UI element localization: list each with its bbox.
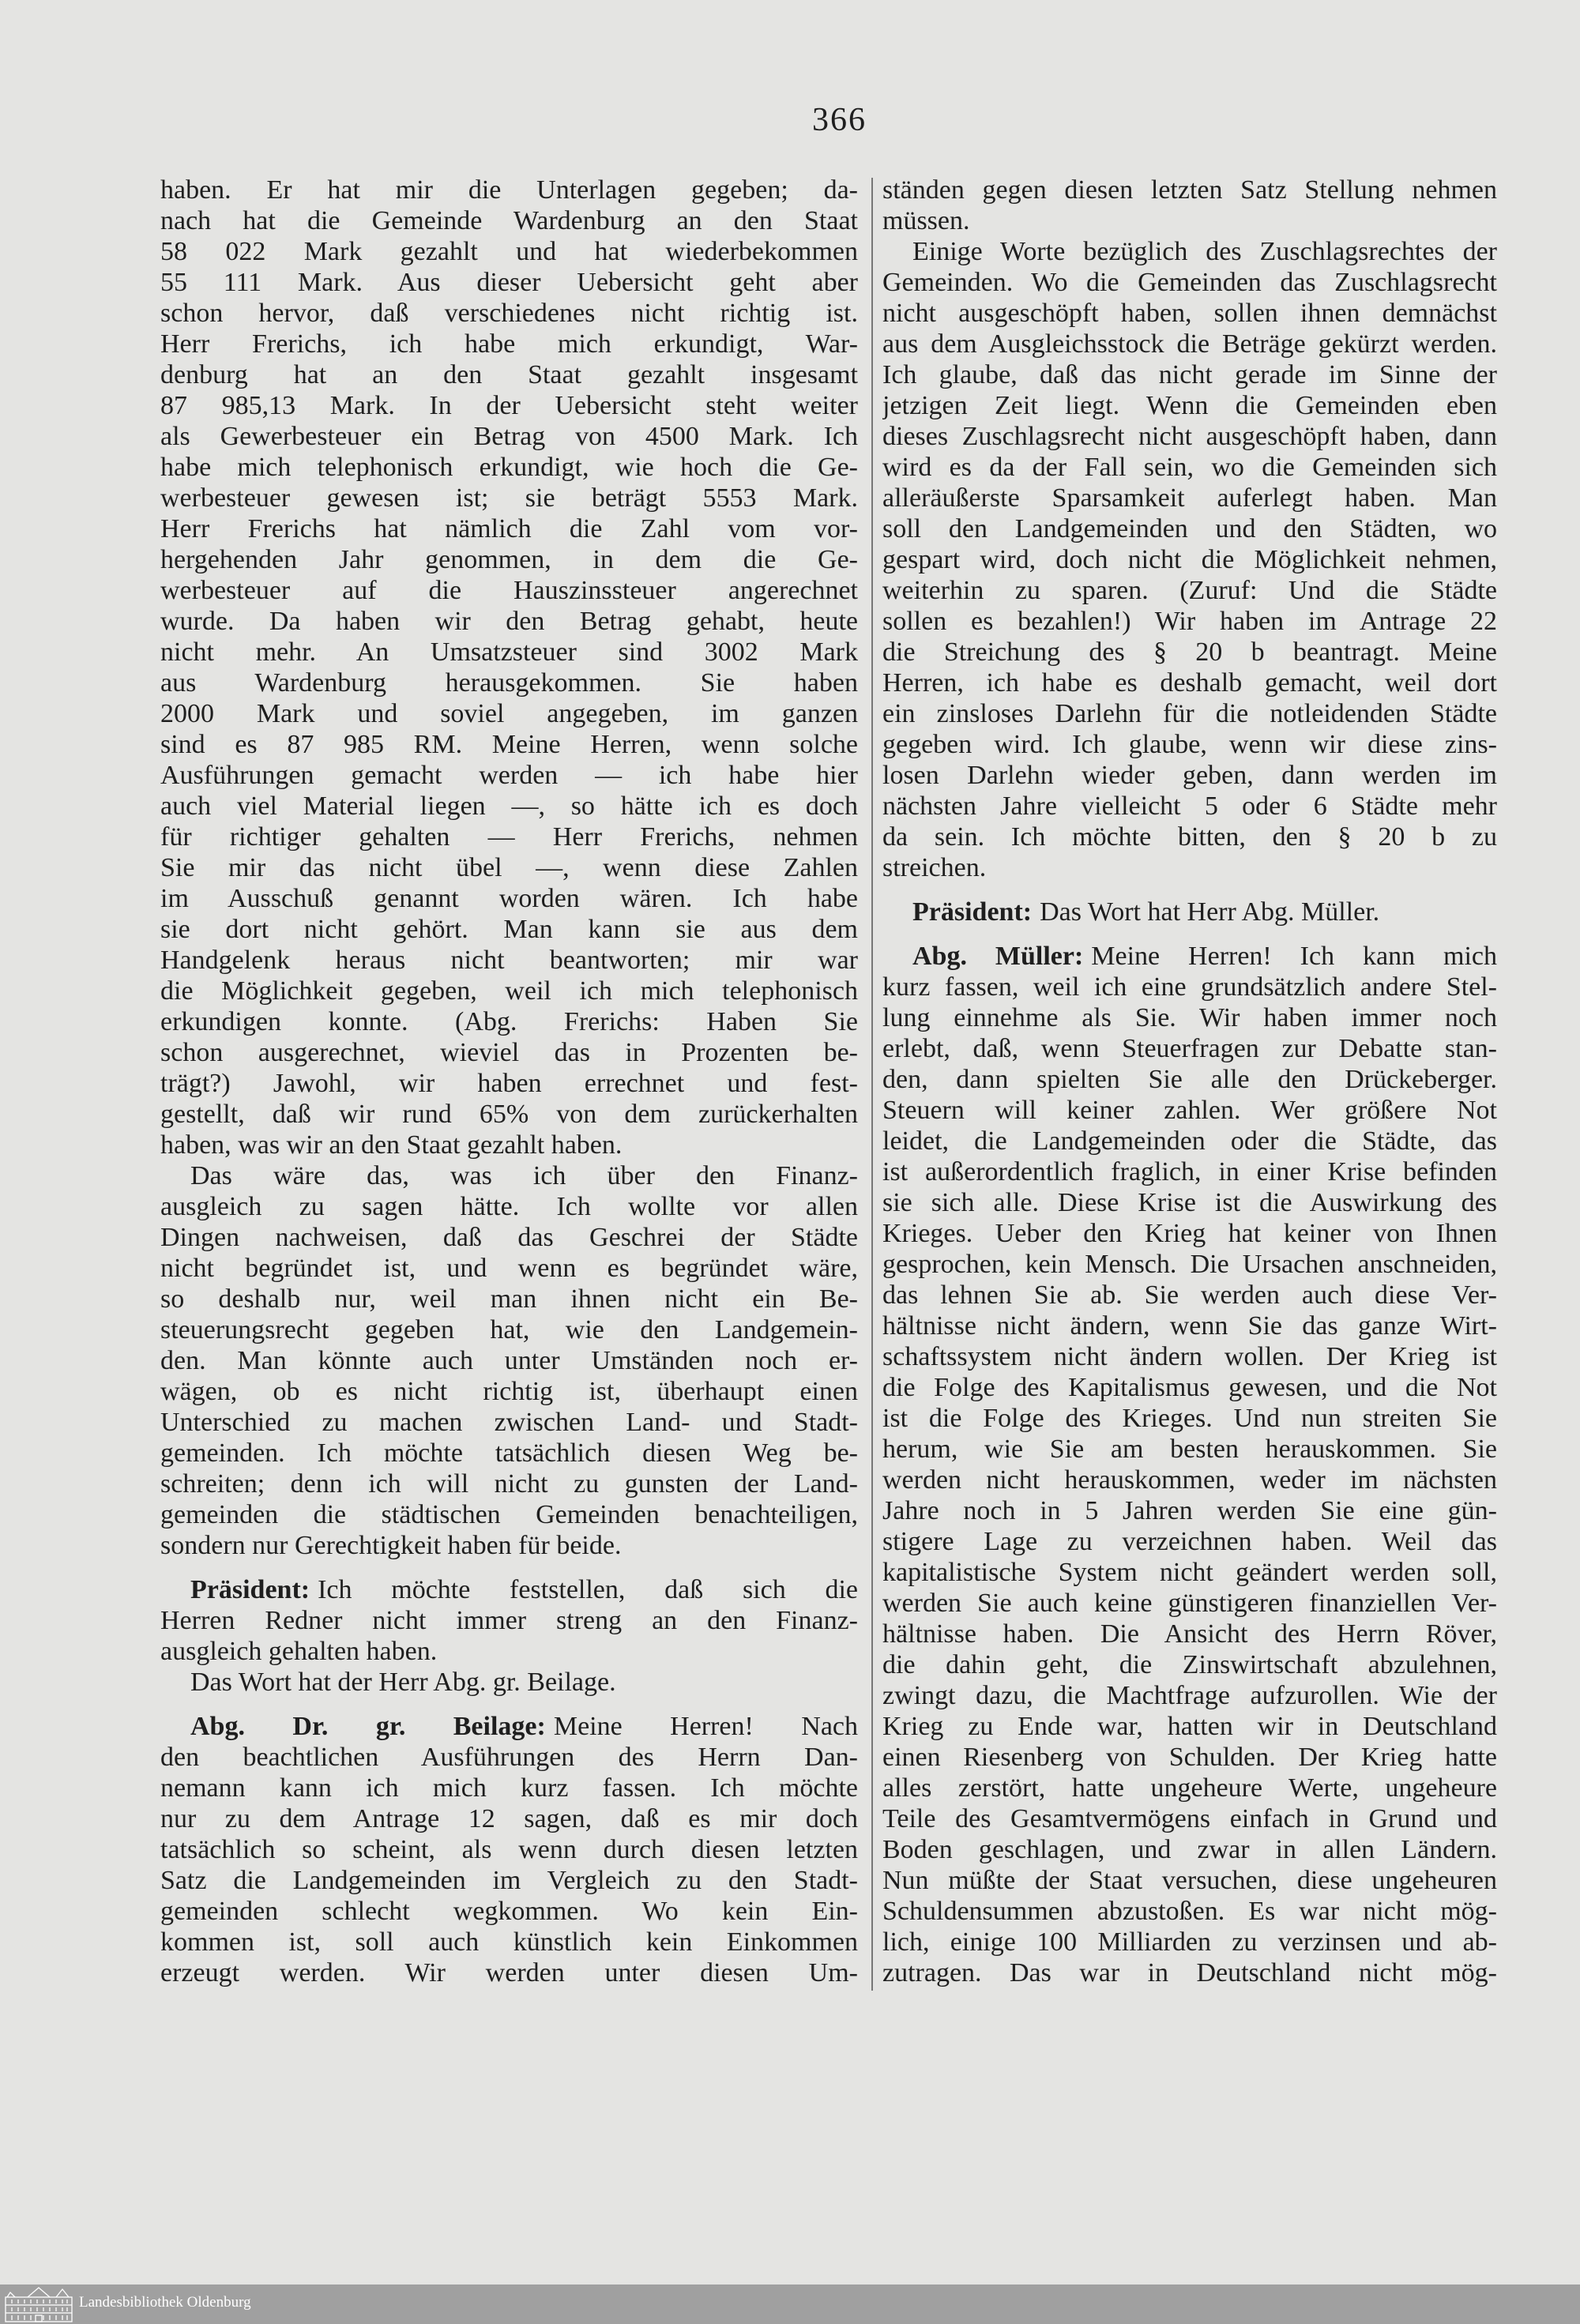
line-text: kapitalistische System nicht geändert werden soll, [882, 1558, 1497, 1587]
line-text: nicht begründet ist, und wenn es begründet wäre, [160, 1254, 858, 1283]
paragraph [160, 1574, 858, 1667]
text-line [160, 1438, 858, 1468]
text-line [160, 236, 858, 267]
text-line [160, 976, 858, 1006]
line-text: wägen, ob es nicht richtig ist, überhaupt einen [160, 1377, 858, 1406]
text-line [160, 175, 858, 205]
line-text: 2000 Mark und soviel angegeben, im ganzen [160, 699, 858, 728]
line-text: Jahre noch in 5 Jahren werden Sie eine gün- [882, 1496, 1497, 1525]
line-text: gemeinden. Ich möchte tatsächlich diesen Weg be- [160, 1438, 858, 1468]
text-line [160, 575, 858, 606]
text-line [160, 1530, 858, 1561]
paragraph [882, 941, 1497, 1988]
text-line [882, 1557, 1497, 1588]
line-text: Ausführungen gemacht werden — ich habe hier [160, 761, 858, 790]
line-text: Krieg zu Ende war, hatten wir in Deutschland [882, 1712, 1497, 1741]
speaker-label: Präsident: [190, 1575, 310, 1604]
line-text: einen Riesenberg von Schulden. Der Krieg hatte [882, 1743, 1497, 1772]
line-text: als Gewerbesteuer ein Betrag von 4500 Mark. Ich [160, 422, 858, 451]
line-text: Das wäre das, was ich über den Finanz- [190, 1161, 858, 1190]
line-text: jetzigen Zeit liegt. Wenn die Gemeinden eben [882, 391, 1497, 420]
line-text: sie sich alle. Diese Krise ist die Auswirkung des [882, 1188, 1497, 1217]
line-text: gespart wird, doch nicht die Möglichkeit nehmen, [882, 545, 1497, 574]
line-text: leidet, die Landgemeinden oder die Städte, das [882, 1126, 1497, 1156]
text-line [882, 1249, 1497, 1280]
text-line [882, 298, 1497, 329]
line-text: schaftssystem nicht ändern wollen. Der Krieg ist [882, 1342, 1497, 1371]
text-line [882, 637, 1497, 667]
line-text: das lehnen Sie ab. Sie werden auch diese Ver- [882, 1280, 1497, 1310]
text-line [882, 1649, 1497, 1680]
line-text: herum, wie Sie am besten herauskommen. Sie [882, 1435, 1497, 1464]
line-text: Ich glaube, daß das nicht gerade im Sinne der [882, 360, 1497, 389]
line-text: habe mich telephonisch erkundigt, wie hoch die Ge- [160, 453, 858, 482]
text-line [882, 897, 1497, 927]
line-text: den, dann spielten Sie alle den Drückeberger. [882, 1065, 1497, 1094]
text-line [882, 1834, 1497, 1865]
text-line [160, 544, 858, 575]
text-line [882, 1927, 1497, 1957]
line-text: gemeinden schlecht wegkommen. Wo kein Ein- [160, 1897, 858, 1926]
text-line [882, 1526, 1497, 1557]
line-text: stigere Lage zu verzeichnen haben. Weil das [882, 1527, 1497, 1556]
text-line [160, 390, 858, 421]
text-line [882, 1711, 1497, 1742]
text-line [160, 760, 858, 791]
text-line [160, 1284, 858, 1314]
text-line [882, 941, 1497, 972]
line-text: die Folge des Kapitalismus gewesen, und die Not [882, 1373, 1497, 1402]
text-line [882, 1773, 1497, 1803]
line-text: dieses Zuschlagsrecht nicht ausgeschöpft haben, dann [882, 422, 1497, 451]
line-text: Boden geschlagen, und zwar in allen Ländern. [882, 1835, 1497, 1864]
footer-bar [0, 2285, 1580, 2324]
line-text: werbesteuer gewesen ist; sie beträgt 5553 Mark. [160, 483, 858, 513]
text-line [882, 1403, 1497, 1434]
line-text: Das Wort hat der Herr Abg. gr. Beilage. [190, 1668, 616, 1697]
line-text: ein zinsloses Darlehn für die notleidenden Städte [882, 699, 1497, 728]
text-line [160, 1499, 858, 1530]
text-line [160, 945, 858, 976]
speaker-label: Abg. Dr. gr. Beilage: [190, 1712, 546, 1741]
line-text: ist die Folge des Krieges. Und nun streiten Sie [882, 1404, 1497, 1433]
line-text: streichen. [882, 853, 987, 882]
text-line [882, 1803, 1497, 1834]
line-text: kommen ist, soll auch künstlich kein Einkommen [160, 1927, 858, 1957]
line-text: Herr Frerichs, ich habe mich erkundigt, War- [160, 329, 858, 359]
line-text: Dingen nachweisen, daß das Geschrei der Städte [160, 1223, 858, 1252]
speaker-label: Abg. Müller: [912, 942, 1084, 971]
line-text: werden nicht herauskommen, weder im nächsten [882, 1465, 1497, 1495]
text-line [160, 1896, 858, 1927]
line-text: ist außerordentlich fraglich, in einer Krise befinden [882, 1157, 1497, 1186]
line-text: sie dort nicht gehört. Man kann sie aus dem [160, 915, 858, 944]
text-line [882, 575, 1497, 606]
line-text: Meine Herren! Nach [553, 1712, 858, 1741]
text-line [160, 1574, 858, 1605]
left-column [160, 175, 858, 1988]
line-text: lich, einige 100 Milliarden zu verzinsen und ab- [882, 1927, 1497, 1957]
text-line [160, 1345, 858, 1376]
text-line [882, 667, 1497, 698]
line-text: kurz fassen, weil ich eine grundsätzlich andere Stel- [882, 972, 1497, 1002]
text-line [160, 1376, 858, 1407]
text-line [882, 329, 1497, 359]
text-line [160, 791, 858, 822]
text-line [882, 1218, 1497, 1249]
line-text: Nun müßte der Staat versuchen, diese ungeheuren [882, 1866, 1497, 1895]
text-line [160, 1468, 858, 1499]
text-line [882, 1002, 1497, 1033]
line-text: Teile des Gesamtvermögens einfach in Grund und [882, 1804, 1497, 1833]
text-line [160, 1803, 858, 1834]
text-line [882, 205, 1497, 236]
line-text: nächsten Jahre vielleicht 5 oder 6 Städte mehr [882, 792, 1497, 821]
line-text: trägt?) Jawohl, wir haben errechnet und fest- [160, 1069, 858, 1098]
line-text: Steuern will keiner zahlen. Wer größere Not [882, 1096, 1497, 1125]
line-text: zutragen. Das war in Deutschland nicht mög- [882, 1958, 1497, 1987]
text-line [160, 1667, 858, 1698]
text-line [882, 1588, 1497, 1619]
line-text: Satz die Landgemeinden im Vergleich zu den Stadt- [160, 1866, 858, 1895]
text-line [160, 1711, 858, 1742]
text-line [160, 1636, 858, 1667]
text-line [160, 513, 858, 544]
text-line [160, 1191, 858, 1222]
line-text: nicht ausgeschöpft haben, sollen ihnen demnächst [882, 299, 1497, 328]
text-line [882, 1372, 1497, 1403]
text-line [160, 822, 858, 852]
text-line [160, 1160, 858, 1191]
line-text: losen Darlehn wieder geben, dann werden im [882, 761, 1497, 790]
line-text: aus Wardenburg herausgekommen. Sie haben [160, 668, 858, 698]
line-text: alleräußerste Sparsamkeit auferlegt haben. Man [882, 483, 1497, 513]
line-text: gegeben wird. Ich glaube, wenn wir diese zins- [882, 730, 1497, 759]
text-line [882, 1619, 1497, 1649]
text-line [882, 544, 1497, 575]
line-text: denburg hat an den Staat gezahlt insgesamt [160, 360, 858, 389]
paragraph [882, 236, 1497, 883]
paragraph [160, 175, 858, 1160]
line-text: sondern nur Gerechtigkeit haben für beide. [160, 1531, 622, 1560]
line-text: müssen. [882, 206, 970, 235]
text-line [160, 483, 858, 513]
line-text: ausgleich gehalten haben. [160, 1637, 438, 1666]
text-line [160, 329, 858, 359]
text-line [882, 390, 1497, 421]
line-text: tatsächlich so scheint, als wenn durch diesen letzten [160, 1835, 858, 1864]
line-text: erlebt, daß, wenn Steuerfragen zur Debatte stan- [882, 1034, 1497, 1063]
line-text: 55 111 Mark. Aus dieser Uebersicht geht aber [160, 268, 858, 297]
text-line [160, 1314, 858, 1345]
text-line [160, 1222, 858, 1253]
right-column [882, 175, 1497, 1988]
paragraph [160, 1711, 858, 1988]
text-line [882, 1341, 1497, 1372]
text-line [160, 1037, 858, 1068]
line-text: hältnisse nicht ändern, wenn Sie das ganze Wirt- [882, 1311, 1497, 1341]
text-line [160, 606, 858, 637]
line-text: gesprochen, kein Mensch. Die Ursachen anschneiden, [882, 1250, 1497, 1279]
line-text: steuerungsrecht gegeben hat, wie den Landgemein- [160, 1315, 858, 1344]
text-line [160, 1834, 858, 1865]
text-line [882, 175, 1497, 205]
paragraph [160, 1160, 858, 1561]
line-text: 58 022 Mark gezahlt und hat wiederbekommen [160, 237, 858, 266]
text-line [882, 606, 1497, 637]
text-line [160, 1253, 858, 1284]
text-line [160, 1957, 858, 1988]
line-text: wurde. Da haben wir den Betrag gehabt, heute [160, 607, 858, 636]
line-text: gestellt, daß wir rund 65% von dem zurückerhalten [160, 1100, 858, 1129]
text-line [882, 267, 1497, 298]
text-line [160, 1006, 858, 1037]
text-line [882, 1957, 1497, 1988]
line-text: zwingt dazu, die Machtfrage aufzurollen. Wie der [882, 1681, 1497, 1710]
line-text: den. Man könnte auch unter Umständen noch er- [160, 1346, 858, 1375]
text-line [160, 1407, 858, 1438]
line-text: nicht mehr. An Umsatzsteuer sind 3002 Mark [160, 637, 858, 667]
line-text: wird es da der Fall sein, wo die Gemeinden sich [882, 453, 1497, 482]
line-text: weiterhin zu sparen. (Zuruf: Und die Städte [882, 576, 1497, 605]
text-line [882, 452, 1497, 483]
speaker-label: Präsident: [912, 897, 1033, 927]
page-number: 366 [812, 102, 867, 138]
line-text: die Streichung des § 20 b beantragt. Meine [882, 637, 1497, 667]
text-line [882, 1033, 1497, 1064]
footer-label: Landesbibliothek Oldenburg [79, 2294, 251, 2311]
line-text: haben. Er hat mir die Unterlagen gegeben; da- [160, 175, 858, 205]
text-line [160, 359, 858, 390]
text-line [160, 883, 858, 914]
line-text: nemann kann ich mich kurz fassen. Ich möchte [160, 1773, 858, 1803]
text-line [882, 359, 1497, 390]
text-line [882, 1896, 1497, 1927]
line-text: soll den Landgemeinden und den Städten, wo [882, 514, 1497, 543]
text-line [882, 1742, 1497, 1773]
paragraph [160, 1667, 858, 1698]
text-line [882, 1064, 1497, 1095]
text-line [160, 205, 858, 236]
line-text: Das Wort hat Herr Abg. Müller. [1040, 897, 1380, 927]
line-text: die Möglichkeit gegeben, weil ich mich telephonisch [160, 976, 858, 1006]
line-text: lung einnehme als Sie. Wir haben immer noch [882, 1003, 1497, 1032]
line-text: den beachtlichen Ausführungen des Herrn Dan- [160, 1743, 858, 1772]
text-line [160, 852, 858, 883]
line-text: Unterschied zu machen zwischen Land- und Stadt- [160, 1408, 858, 1437]
line-text: schon hervor, daß verschiedenes nicht richtig ist. [160, 299, 858, 328]
text-line [882, 1187, 1497, 1218]
text-line [882, 822, 1497, 852]
line-text: nur zu dem Antrage 12 sagen, daß es mir doch [160, 1804, 858, 1833]
text-line [160, 637, 858, 667]
text-line [160, 1605, 858, 1636]
paragraph [882, 175, 1497, 236]
line-text: schon ausgerechnet, wieviel das in Prozenten be- [160, 1038, 858, 1067]
text-line [160, 1099, 858, 1130]
line-text: werden Sie auch keine günstigeren finanziellen Ver- [882, 1589, 1497, 1618]
text-line [160, 267, 858, 298]
text-line [882, 483, 1497, 513]
line-text: 87 985,13 Mark. In der Uebersicht steht weiter [160, 391, 858, 420]
text-line [160, 729, 858, 760]
line-text: Herren Redner nicht immer streng an den Finanz- [160, 1606, 858, 1635]
line-text: Einige Worte bezüglich des Zuschlagsrechtes der [912, 237, 1497, 266]
text-line [160, 1742, 858, 1773]
text-line [882, 1311, 1497, 1341]
text-line [882, 791, 1497, 822]
line-text: da sein. Ich möchte bitten, den § 20 b zu [882, 822, 1497, 852]
line-text: Handgelenk heraus nicht beantworten; mir war [160, 946, 858, 975]
text-line [882, 760, 1497, 791]
line-text: ausgleich zu sagen hätte. Ich wollte vor allen [160, 1192, 858, 1221]
line-text: erkundigen konnte. (Abg. Frerichs: Haben Sie [160, 1007, 858, 1036]
line-text: für richtiger gehalten — Herr Frerichs, nehmen [160, 822, 858, 852]
line-text: Sie mir das nicht übel —, wenn diese Zahlen [160, 853, 858, 882]
text-line [882, 236, 1497, 267]
line-text: Herren, ich habe es deshalb gemacht, weil dort [882, 668, 1497, 698]
line-text: ständen gegen diesen letzten Satz Stellung nehmen [882, 175, 1497, 205]
text-line [160, 698, 858, 729]
text-line [882, 513, 1497, 544]
paragraph [882, 897, 1497, 927]
line-text: alles zerstört, hatte ungeheure Werte, ungeheure [882, 1773, 1497, 1803]
text-line [882, 1865, 1497, 1896]
line-text: Herr Frerichs hat nämlich die Zahl vom vor- [160, 514, 858, 543]
line-text: sind es 87 985 RM. Meine Herren, wenn solche [160, 730, 858, 759]
text-line [160, 1927, 858, 1957]
line-text: hältnisse haben. Die Ansicht des Herrn Röver, [882, 1619, 1497, 1649]
column-divider [871, 178, 873, 1991]
line-text: werbesteuer auf die Hauszinssteuer angerechnet [160, 576, 858, 605]
text-line [882, 1095, 1497, 1126]
text-line [160, 667, 858, 698]
line-text: Gemeinden. Wo die Gemeinden das Zuschlagsrecht [882, 268, 1497, 297]
line-text: haben, was wir an den Staat gezahlt haben. [160, 1130, 623, 1160]
line-text: sollen es bezahlen!) Wir haben im Antrage 22 [882, 607, 1497, 636]
text-line [882, 1126, 1497, 1156]
text-line [882, 698, 1497, 729]
library-building-icon [4, 2286, 73, 2322]
text-line [882, 729, 1497, 760]
text-line [882, 1280, 1497, 1311]
line-text: Krieges. Ueber den Krieg hat keiner von Ihnen [882, 1219, 1497, 1248]
text-line [160, 298, 858, 329]
line-text: hergehenden Jahr genommen, in dem die Ge- [160, 545, 858, 574]
line-text: Schuldensummen abzustoßen. Es war nicht mög- [882, 1897, 1497, 1926]
text-line [882, 972, 1497, 1002]
text-line [882, 1434, 1497, 1465]
text-line [160, 1773, 858, 1803]
text-line [160, 1068, 858, 1099]
text-line [160, 421, 858, 452]
text-line [882, 1465, 1497, 1495]
line-text: Meine Herren! Ich kann mich [1091, 942, 1497, 971]
line-text: Ich möchte feststellen, daß sich die [318, 1575, 858, 1604]
line-text: schreiten; denn ich will nicht zu gunsten der Land- [160, 1469, 858, 1499]
text-line [882, 1680, 1497, 1711]
line-text: gemeinden die städtischen Gemeinden benachteiligen, [160, 1500, 858, 1529]
line-text: auch viel Material liegen —, so hätte ich es doch [160, 792, 858, 821]
line-text: aus dem Ausgleichsstock die Beträge gekürzt werden. [882, 329, 1497, 359]
text-line [160, 452, 858, 483]
text-line [160, 914, 858, 945]
text-line [160, 1865, 858, 1896]
text-line [882, 1495, 1497, 1526]
text-line [882, 1156, 1497, 1187]
line-text: nach hat die Gemeinde Wardenburg an den Staat [160, 206, 858, 235]
line-text: erzeugt werden. Wir werden unter diesen Um- [160, 1958, 858, 1987]
line-text: so deshalb nur, weil man ihnen nicht ein Be- [160, 1284, 858, 1314]
line-text: die dahin geht, die Zinswirtschaft abzulehnen, [882, 1650, 1497, 1679]
text-line [882, 421, 1497, 452]
line-text: im Ausschuß genannt worden wären. Ich habe [160, 884, 858, 913]
text-line [160, 1130, 858, 1160]
text-line [882, 852, 1497, 883]
